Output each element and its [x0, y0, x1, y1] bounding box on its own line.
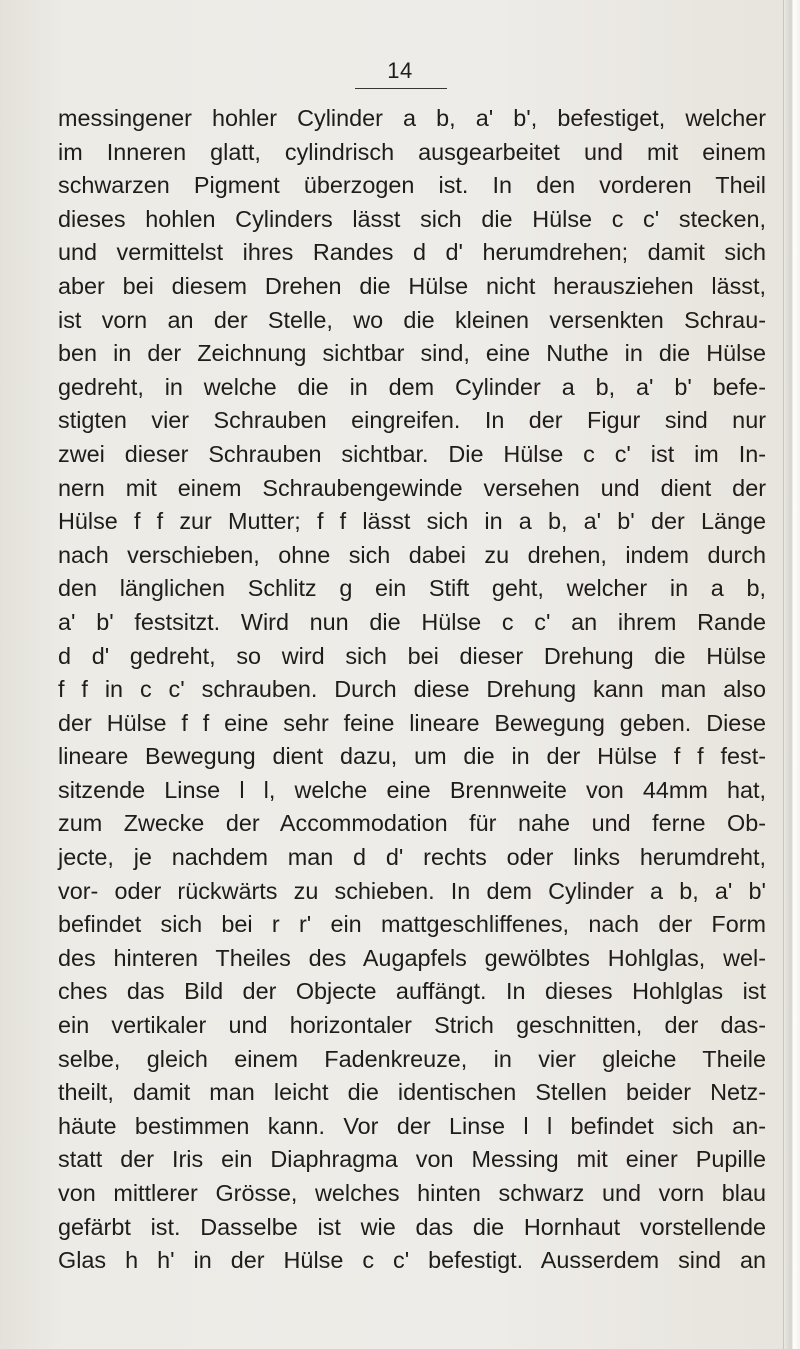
text-line: ein vertikaler und horizontaler Strich geschnitten, der das-	[58, 1012, 766, 1039]
text-line: der Hülse f f eine sehr feine lineare Bewegung geben. Diese	[58, 709, 766, 736]
page-number: 14	[387, 58, 413, 83]
text-line: f f in c c' schrauben. Durch diese Drehung kann man also	[58, 676, 766, 703]
text-line: zwei dieser Schrauben sichtbar. Die Hülse c c' ist im In-	[58, 440, 766, 467]
text-line: statt der Iris ein Diaphragma von Messing mit einer Pupille	[58, 1146, 766, 1173]
text-line: zum Zwecke der Accommodation für nahe und ferne Ob-	[58, 810, 766, 837]
text-line: gedreht, in welche die in dem Cylinder a b, a' b' befe-	[58, 373, 766, 400]
text-line: dieses hohlen Cylinders lässt sich die Hülse c c' stecken,	[58, 205, 766, 232]
text-line: ches das Bild der Objecte auffängt. In dieses Hohlglas ist	[58, 978, 766, 1005]
page-edge	[783, 0, 800, 1349]
text-line: gefärbt ist. Dasselbe ist wie das die Hornhaut vorstellende	[58, 1213, 766, 1240]
text-line: lineare Bewegung dient dazu, um die in der Hülse f f fest-	[58, 743, 766, 770]
text-line: befindet sich bei r r' ein mattgeschliffenes, nach der Form	[58, 911, 766, 938]
text-line: a' b' festsitzt. Wird nun die Hülse c c' an ihrem Rande	[58, 608, 766, 635]
text-line: von mittlerer Grösse, welches hinten schwarz und vorn blau	[58, 1180, 766, 1206]
text-line: ist vorn an der Stelle, wo die kleinen versenkten Schrau-	[58, 306, 766, 333]
text-line: vor- oder rückwärts zu schieben. In dem Cylinder a b, a' b'	[58, 877, 766, 904]
text-line: aber bei diesem Drehen die Hülse nicht herausziehen lässt,	[58, 272, 766, 299]
text-line: theilt, damit man leicht die identischen Stellen beider Netz-	[58, 1079, 766, 1106]
text-line: selbe, gleich einem Fadenkreuze, in vier gleiche Theile	[58, 1045, 766, 1072]
text-line: im Inneren glatt, cylindrisch ausgearbeitet und mit einem	[58, 138, 766, 165]
text-line: sitzende Linse l l, welche eine Brennweite von 44mm hat,	[58, 776, 766, 803]
text-line: stigten vier Schrauben eingreifen. In der Figur sind nur	[58, 407, 766, 434]
text-line: den länglichen Schlitz g ein Stift geht, welcher in a b,	[58, 575, 766, 602]
text-line: d d' gedreht, so wird sich bei dieser Drehung die Hülse	[58, 642, 766, 669]
text-line: Hülse f f zur Mutter; f f lässt sich in a b, a' b' der Länge	[58, 508, 766, 535]
body-text	[58, 102, 766, 1278]
text-line: ben in der Zeichnung sichtbar sind, eine Nuthe in die Hülse	[58, 340, 766, 367]
text-line: nern mit einem Schraubengewinde versehen und dient der	[58, 474, 766, 501]
text-line: Glas h h' in der Hülse c c' befestigt. Ausserdem sind an	[58, 1247, 766, 1274]
text-line: des hinteren Theiles des Augapfels gewölbtes Hohlglas, wel-	[58, 944, 766, 971]
text-line: messingener hohler Cylinder a b, a' b', befestiget, welcher	[58, 105, 766, 131]
text-line: jecte, je nachdem man d d' rechts oder links herumdreht,	[58, 844, 766, 871]
text-line: nach verschieben, ohne sich dabei zu drehen, indem durch	[58, 541, 766, 568]
text-line: häute bestimmen kann. Vor der Linse l l befindet sich an-	[58, 1112, 766, 1139]
text-line: schwarzen Pigment überzogen ist. In den vorderen Theil	[58, 172, 766, 199]
text-line: und vermittelst ihres Randes d d' herumdrehen; damit sich	[58, 239, 766, 266]
header-rule	[355, 88, 447, 89]
